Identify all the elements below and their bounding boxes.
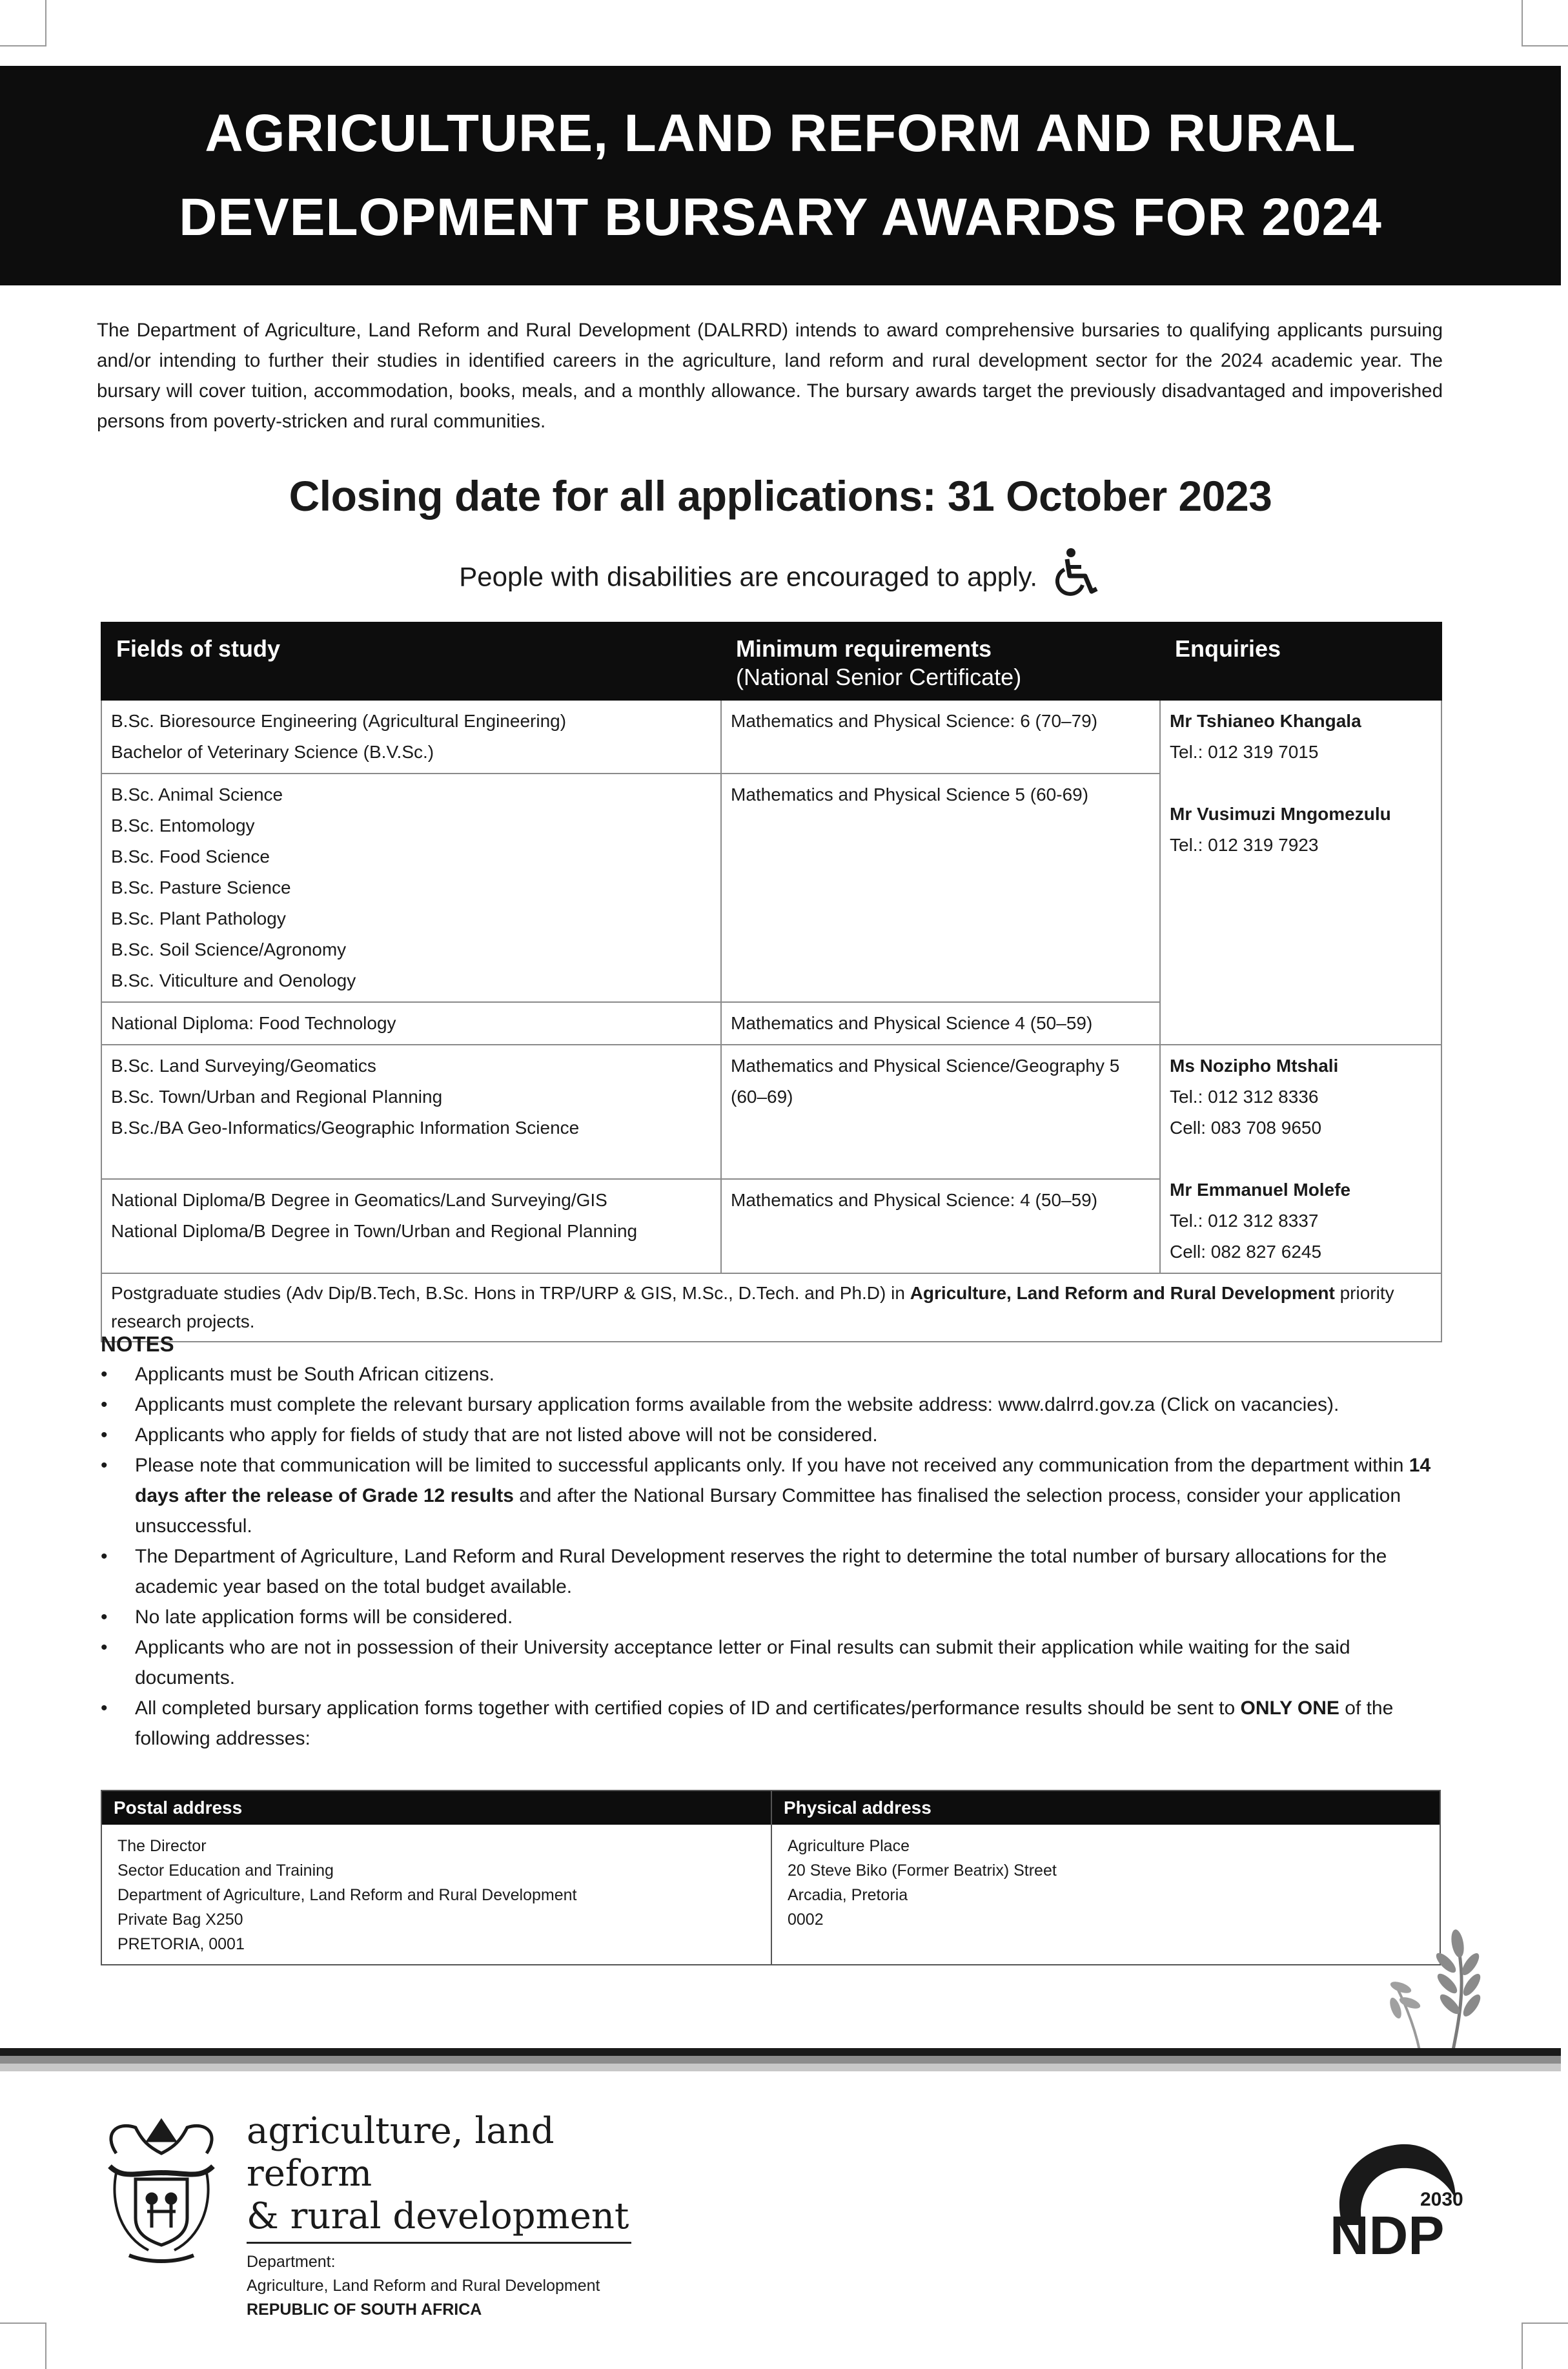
footer-stripe-mid [0, 2056, 1561, 2064]
contact-name: Mr Vusimuzi Mngomezulu [1170, 804, 1391, 824]
notes-title: NOTES [101, 1332, 174, 1356]
contact-tel: Tel.: 012 312 8337 [1170, 1211, 1319, 1231]
ndp-2030-logo [1317, 2128, 1465, 2267]
list-item: • All completed bursary application forms together with certified copies of ID and certificates/performance results should be sent to ONLY ONE of the following addresses: [101, 1693, 1450, 1754]
wheat-icon [1381, 1911, 1498, 2063]
list-item: • Applicants must complete the relevant bursary application forms available from the website address: www.dalrrd.gov.za (Click on vacancies). [101, 1390, 1450, 1420]
field-item: B.Sc. Pasture Science [111, 877, 291, 897]
list-item: • Please note that communication will be limited to successful applicants only. If you have not received any communication from the department within 14 days after the release of Grade 12 results and after the National Bursary Committee has finalised the selection process, consider your application unsuccessful. [101, 1450, 1450, 1541]
republic-label: REPUBLIC OF SOUTH AFRICA [247, 2301, 482, 2319]
requirements-cell: Mathematics and Physical Science/Geography 5 (60–69) [721, 1045, 1160, 1179]
requirements-cell: Mathematics and Physical Science 5 (60-69) [721, 774, 1160, 1002]
dept-name: Agriculture, Land Reform and Rural Development [247, 2277, 600, 2295]
fields-cell [101, 774, 721, 1002]
field-item: B.Sc. Food Science [111, 846, 270, 867]
field-item: B.Sc./BA Geo-Informatics/Geographic Information Science [111, 1118, 580, 1138]
requirements-cell: Mathematics and Physical Science: 6 (70–79) [721, 700, 1160, 774]
notes-section [101, 1329, 1450, 1754]
requirements-cell: Mathematics and Physical Science 4 (50–59) [721, 1002, 1160, 1045]
list-item: • Applicants who are not in possession of their University acceptance letter or Final results can submit their application while waiting for the said documents. [101, 1632, 1450, 1693]
header-requirements-sub: (National Senior Certificate) [736, 664, 1022, 690]
crop-mark-top-right [1522, 0, 1568, 46]
list-item: • Applicants who apply for fields of study that are not listed above will not be considered. [101, 1420, 1450, 1450]
table-row [101, 1045, 1441, 1179]
contact-tel: Tel.: 012 319 7015 [1170, 742, 1319, 762]
field-item: Bachelor of Veterinary Science (B.V.Sc.) [111, 742, 434, 762]
wheelchair-icon [1052, 548, 1102, 610]
field-item: B.Sc. Animal Science [111, 785, 283, 805]
contact-tel: Tel.: 012 312 8336 [1170, 1087, 1319, 1107]
footer-stripe-light [0, 2064, 1561, 2071]
brand-line-2: & rural development [247, 2195, 629, 2237]
disability-note [0, 548, 1561, 610]
banner-title-line-1: AGRICULTURE, LAND REFORM AND RURAL [205, 104, 1356, 163]
department-brand [247, 2110, 634, 2322]
title-banner [0, 66, 1561, 285]
banner-title-line-2: DEVELOPMENT BURSARY AWARDS FOR 2024 [179, 188, 1382, 247]
table-header-row [101, 622, 1441, 700]
contact-cell: Cell: 082 827 6245 [1170, 1242, 1322, 1262]
ndp-text: NDP [1330, 2205, 1445, 2264]
list-item: • Applicants must be South African citizens. [101, 1359, 1450, 1390]
postal-address-header: Postal address [102, 1791, 771, 1825]
disability-note-text: People with disabilities are encouraged to apply. [459, 561, 1038, 592]
ndp-year-text: 2030 [1420, 2189, 1463, 2210]
table-row [101, 700, 1441, 774]
fields-cell [101, 700, 721, 774]
fields-cell [101, 1002, 721, 1045]
header-enquiries: Enquiries [1160, 622, 1441, 700]
postal-address-body: The Director Sector Education and Training Department of Agriculture, Land Reform and Rural Development Private Bag X250 PRETORIA, 0001 [117, 1837, 577, 1953]
notes-list [101, 1359, 1450, 1754]
field-item: B.Sc. Entomology [111, 815, 255, 836]
field-item: National Diploma/B Degree in Town/Urban and Regional Planning [111, 1220, 638, 1241]
crop-mark-top-left [0, 0, 46, 46]
physical-address-header: Physical address [772, 1791, 1440, 1825]
list-item: • No late application forms will be considered. [101, 1602, 1450, 1632]
fields-cell [101, 1179, 721, 1273]
physical-address-body: Agriculture Place 20 Steve Biko (Former Beatrix) Street Arcadia, Pretoria 0002 [788, 1837, 1057, 1929]
field-item: National Diploma/B Degree in Geomatics/Land Surveying/GIS [111, 1189, 607, 1210]
contact-cell: Cell: 083 708 9650 [1170, 1118, 1322, 1138]
field-item: B.Sc. Bioresource Engineering (Agricultural Engineering) [111, 711, 567, 731]
postgrad-cell: Postgraduate studies (Adv Dip/B.Tech, B.Sc. Hons in TRP/URP & GIS, M.Sc., D.Tech. and Ph.D) in Agriculture, Land Reform and Rural Development priority research projects. [101, 1273, 1441, 1342]
requirements-cell: Mathematics and Physical Science: 4 (50–59) [721, 1179, 1160, 1273]
header-minimum-requirements: Minimum requirements (National Senior Certificate) [721, 622, 1160, 700]
field-item: B.Sc. Viticulture and Oenology [111, 970, 356, 990]
physical-address-column [771, 1791, 1440, 1964]
field-item: B.Sc. Plant Pathology [111, 908, 286, 928]
address-table [101, 1790, 1441, 1965]
contact-name: Mr Tshianeo Khangala [1170, 711, 1361, 731]
field-item: B.Sc. Land Surveying/Geomatics [111, 1056, 376, 1076]
contact-name: Mr Emmanuel Molefe [1170, 1180, 1351, 1200]
postal-address-column [102, 1791, 771, 1964]
crop-mark-bottom-left [0, 2323, 46, 2369]
field-item: B.Sc. Town/Urban and Regional Planning [111, 1087, 443, 1107]
fields-of-study-table [101, 622, 1442, 1342]
intro-paragraph: The Department of Agriculture, Land Reform and Rural Development (DALRRD) intends to award comprehensive bursaries to qualifying applicants pursuing and/or intending to further their studies in identified careers in the agriculture, land reform and rural development sector for the 2024 academic year. The bursary will cover tuition, accommodation, books, meals, and a monthly allowance. The bursary awards target the previously disadvantaged and impoverished persons from poverty-stricken and rural communities. [97, 320, 1443, 432]
brand-divider [247, 2242, 631, 2244]
list-item: • The Department of Agriculture, Land Reform and Rural Development reserves the right to determine the total number of bursary allocations for the academic year based on the total budget available. [101, 1541, 1450, 1602]
closing-date-heading: Closing date for all applications: 31 October 2023 [289, 472, 1272, 520]
field-item: B.Sc. Soil Science/Agronomy [111, 939, 347, 959]
contact-name: Ms Nozipho Mtshali [1170, 1056, 1339, 1076]
footer-stripe-dark [0, 2048, 1561, 2056]
contact-tel: Tel.: 012 319 7923 [1170, 835, 1319, 855]
field-item: National Diploma: Food Technology [111, 1013, 396, 1033]
header-fields-of-study: Fields of study [101, 622, 721, 700]
coat-of-arms-logo [97, 2108, 226, 2273]
brand-line-1: agriculture, land reform [247, 2110, 555, 2195]
enquiries-cell-b [1160, 1045, 1441, 1273]
enquiries-cell-a [1160, 700, 1441, 1045]
fields-cell [101, 1045, 721, 1179]
crop-mark-bottom-right [1522, 2323, 1568, 2369]
dept-label: Department: [247, 2253, 336, 2271]
